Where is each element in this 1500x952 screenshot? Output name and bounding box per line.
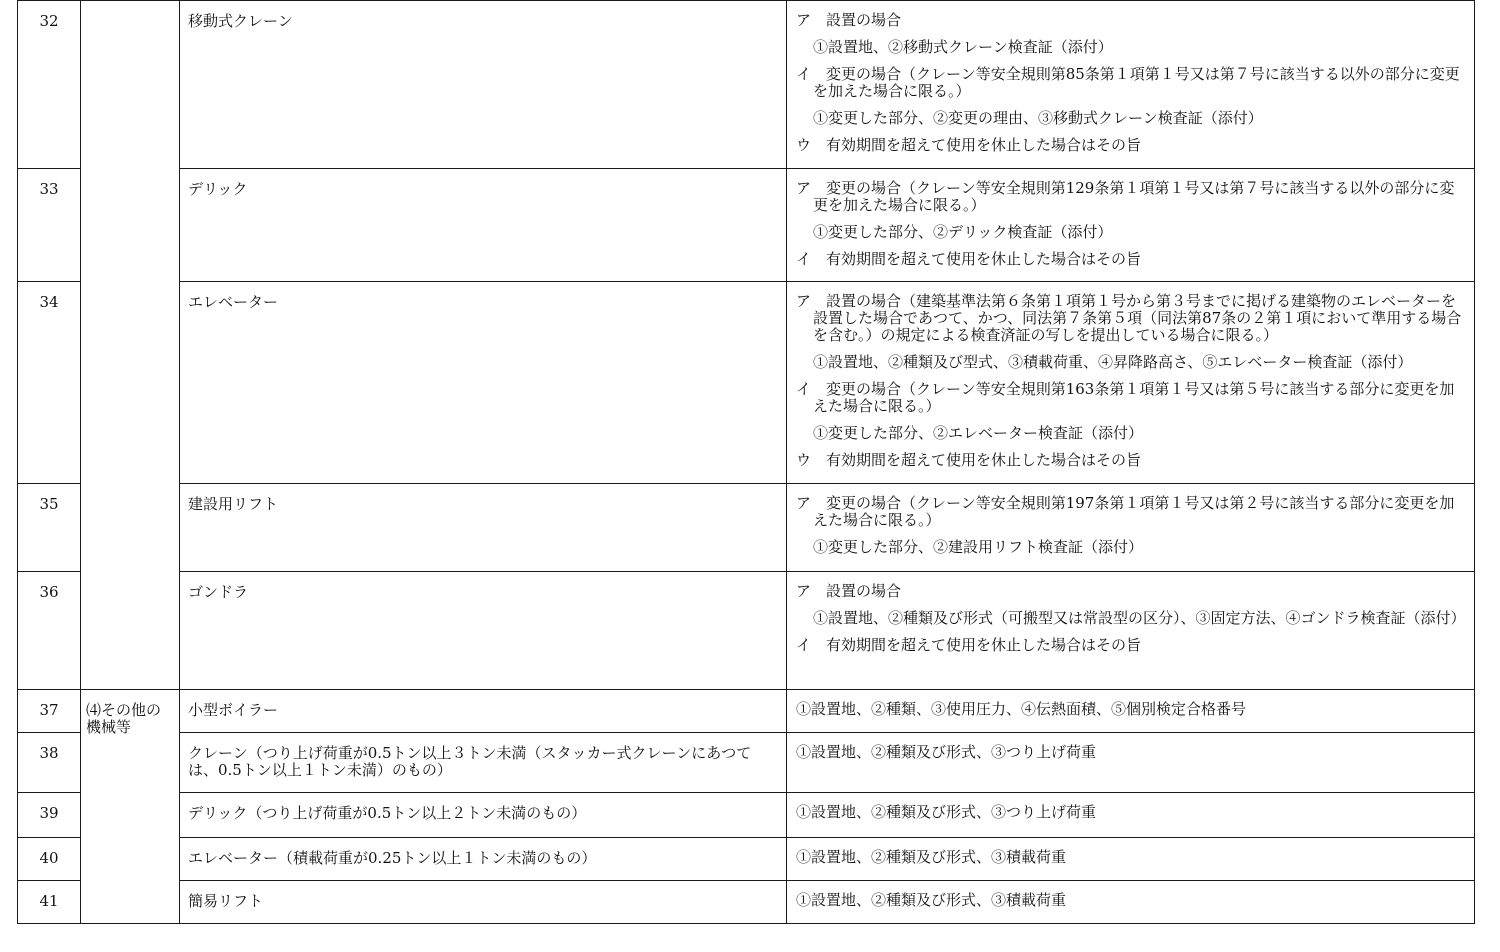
row-number: 35 — [18, 484, 81, 572]
table-row — [18, 572, 1475, 690]
requirement-line: ア 設置の場合 — [796, 582, 902, 600]
row-number: 34 — [18, 282, 81, 484]
requirement-line: イ 有効期間を超えて使用を休止した場合はその旨 — [796, 636, 1142, 654]
machine-name: エレベーター（積載荷重が0.25トン以上１トン未満のもの） — [180, 838, 787, 881]
requirements-cell — [787, 572, 1475, 690]
requirements-cell — [787, 169, 1475, 282]
requirement-line: ア 変更の場合（クレーン等安全規則第129条第１項第１号又は第７号に該当する以外の部分に変更を加えた場合に限る。） — [796, 179, 1455, 214]
requirement-line: ①設置地、②種類及び型式、③積載荷重、④昇降路高さ、⑤エレベーター検査証（添付） — [813, 353, 1413, 371]
requirement-line: ①設置地、②種類及び形式、③つり上げ荷重 — [796, 743, 1097, 761]
row-number: 37 — [18, 690, 81, 733]
requirement-line: ①変更した部分、②エレベーター検査証（添付） — [813, 424, 1144, 442]
table-row — [18, 881, 1475, 924]
row-number: 36 — [18, 572, 81, 690]
category-cell — [81, 1, 180, 690]
machine-name: エレベーター — [180, 282, 787, 484]
machine-name: 簡易リフト — [180, 881, 787, 924]
requirements-cell — [787, 282, 1475, 484]
requirements-cell — [787, 1, 1475, 169]
requirement-line: ①設置地、②種類及び形式、③積載荷重 — [796, 848, 1067, 866]
table-row — [18, 690, 1475, 733]
requirements-cell — [787, 484, 1475, 572]
regulation-table — [17, 0, 1475, 924]
machine-name: 建設用リフト — [180, 484, 787, 572]
machine-name: 移動式クレーン — [180, 1, 787, 169]
table-row — [18, 838, 1475, 881]
table-row — [18, 793, 1475, 838]
table-row — [18, 282, 1475, 484]
table-row — [18, 1, 1475, 169]
requirement-line: ①設置地、②移動式クレーン検査証（添付） — [813, 38, 1113, 56]
machine-name: ゴンドラ — [180, 572, 787, 690]
requirements-cell — [787, 881, 1475, 924]
machine-name: デリック（つり上げ荷重が0.5トン以上２トン未満のもの） — [180, 793, 787, 838]
requirements-cell — [787, 690, 1475, 733]
requirement-line: ①設置地、②種類及び形式、③積載荷重 — [796, 891, 1067, 909]
table-row — [18, 733, 1475, 793]
row-number: 32 — [18, 1, 81, 169]
machine-name: 小型ボイラー — [180, 690, 787, 733]
machine-name: クレーン（つり上げ荷重が0.5トン以上３トン未満（スタッカー式クレーンにあつては、0.5トン以上１トン未満）のもの） — [180, 733, 787, 793]
requirement-line: ①設置地、②種類及び形式（可搬型又は常設型の区分）、③固定方法、④ゴンドラ検査証（添付） — [813, 609, 1466, 627]
requirement-line: ウ 有効期間を超えて使用を休止した場合はその旨 — [796, 451, 1142, 469]
requirement-line: ①変更した部分、②デリック検査証（添付） — [813, 223, 1113, 241]
requirement-line: ウ 有効期間を超えて使用を休止した場合はその旨 — [796, 136, 1142, 154]
requirement-line: イ 変更の場合（クレーン等安全規則第163条第１項第１号又は第５号に該当する部分に変更を加えた場合に限る。） — [796, 380, 1455, 415]
table-row — [18, 484, 1475, 572]
requirement-line: ア 変更の場合（クレーン等安全規則第197条第１項第１号又は第２号に該当する部分に変更を加えた場合に限る。） — [796, 494, 1455, 529]
requirement-line: ①設置地、②種類、③使用圧力、④伝熱面積、⑤個別検定合格番号 — [796, 700, 1247, 718]
requirement-line: ア 設置の場合 — [796, 11, 902, 29]
row-number: 39 — [18, 793, 81, 838]
requirement-line: ア 設置の場合（建築基準法第６条第１項第１号から第３号までに掲げる建築物のエレベーターを設置した場合であつて、かつ、同法第７条第５項（同法第87条の２第１項において準用する場合を含む。）の規定による検査済証の写しを提出している場合に限る。） — [796, 292, 1462, 344]
table-row — [18, 169, 1475, 282]
requirements-cell — [787, 793, 1475, 838]
requirement-line: ①変更した部分、②建設用リフト検査証（添付） — [813, 538, 1144, 556]
row-number: 33 — [18, 169, 81, 282]
requirement-line: イ 有効期間を超えて使用を休止した場合はその旨 — [796, 250, 1142, 268]
machine-name: デリック — [180, 169, 787, 282]
requirements-cell — [787, 733, 1475, 793]
requirement-line: イ 変更の場合（クレーン等安全規則第85条第１項第１号又は第７号に該当する以外の部分に変更を加えた場合に限る。） — [796, 65, 1460, 100]
requirements-cell — [787, 838, 1475, 881]
requirement-line: ①設置地、②種類及び形式、③つり上げ荷重 — [796, 803, 1097, 821]
requirement-line: ①変更した部分、②変更の理由、③移動式クレーン検査証（添付） — [813, 109, 1263, 127]
row-number: 38 — [18, 733, 81, 793]
row-number: 41 — [18, 881, 81, 924]
row-number: 40 — [18, 838, 81, 881]
category-cell: ⑷その他の機械等 — [81, 690, 180, 924]
